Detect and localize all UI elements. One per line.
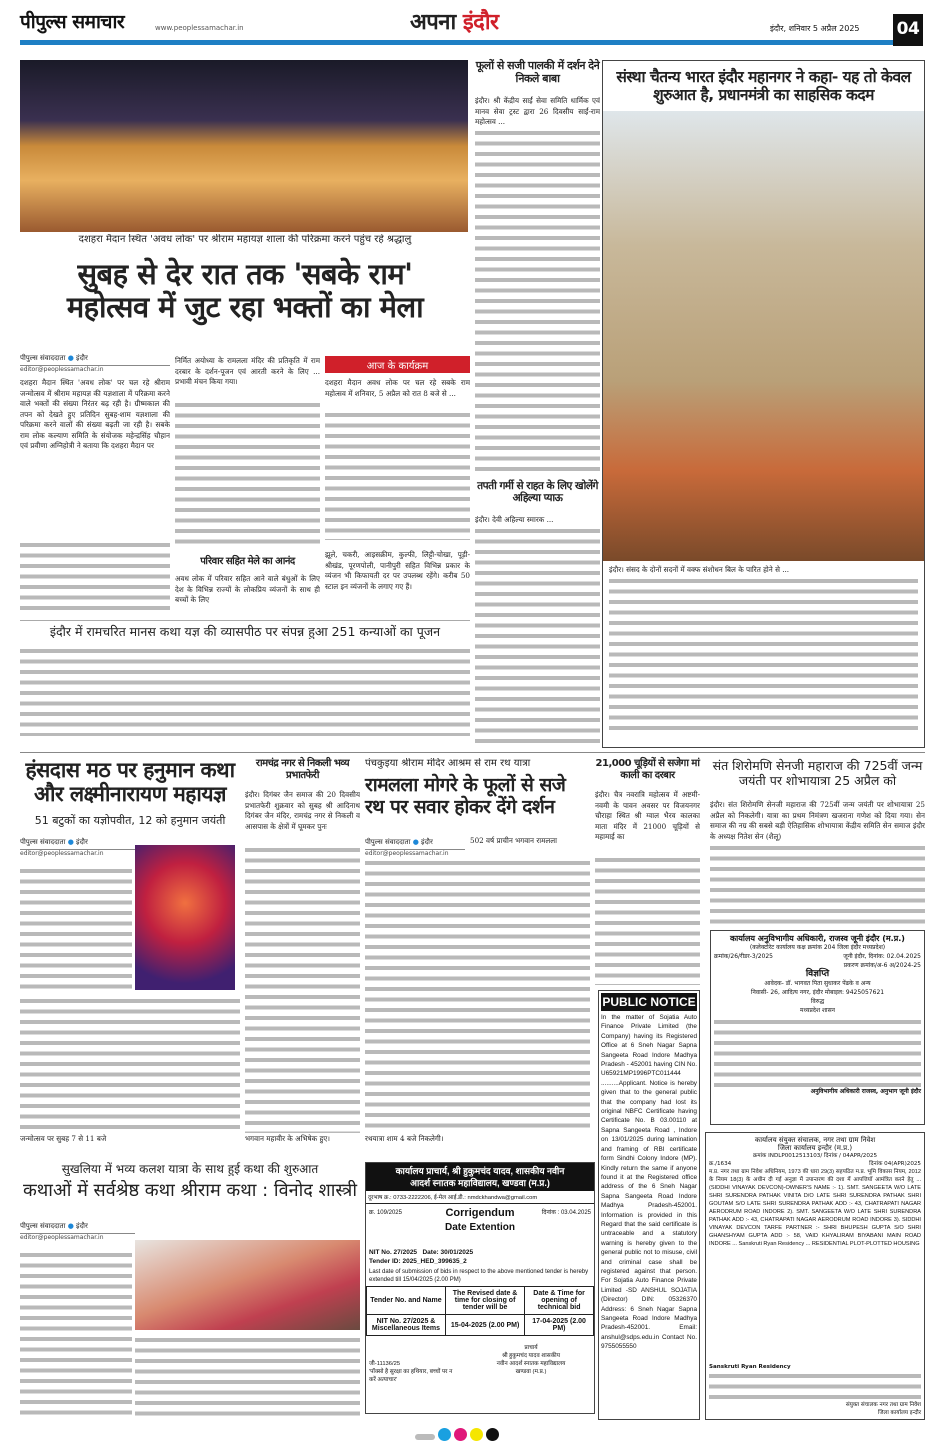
website: www.peoplessamachar.in xyxy=(155,24,244,32)
pyau-text: इंदौर। देवी अहिल्या स्मारक ... xyxy=(475,515,554,524)
sdm-sub: (कलेक्टोरेट कार्यालय कक्ष क्रमांक 204 जिला इंदौर मध्यप्रदेश) xyxy=(749,944,886,951)
sukhaliya-byline: पीपुल्स संवाददाता ● इंदौर editor@peoplessamachar.in xyxy=(20,1222,135,1241)
palki-text: इंदौर। श्री केंद्रीय साईं सेवा समिति धार्मिक एवं मानव सेवा ट्रस्ट द्वारा 26 दिवसीय साईं-राम महोत्सव ... xyxy=(475,96,600,126)
program-text-lines xyxy=(325,410,470,540)
registration-dot xyxy=(470,1428,483,1441)
tncp-ref-no: क्रमांक INDLP0012513103/ दिनांक / 04APR/2025 xyxy=(752,1153,878,1159)
tender-sign-line: प्राचार्य xyxy=(524,1345,538,1351)
masthead-rule xyxy=(20,40,893,45)
ramrath-headline-line2: रथ पर सवार होकर देंगे दर्शन xyxy=(365,795,555,818)
tncp-num: क्र./1634 xyxy=(709,1161,732,1167)
tender-id: Tender ID: 2025_HED_399635_2 xyxy=(369,1258,467,1265)
byline-city: इंदौर xyxy=(76,354,88,362)
lead-photo-caption: दशहरा मैदान स्थित 'अवध लोक' पर श्रीराम महायज्ञ शाला की परिक्रमा करने पहुंच रहे श्रद्धालु xyxy=(78,234,412,245)
ramrath-kicker: पंचकुइया श्रीराम मंदिर आश्रम से राम रथ यात्रा xyxy=(365,758,531,769)
sdm-versus: विरुद्ध xyxy=(810,998,825,1005)
registration-dot xyxy=(486,1428,499,1441)
sdm-signature: अनुविभागीय अधिकारी राजस्व, अनुभाग जूनी इंदौर xyxy=(810,1088,921,1095)
hansdas-byline: पीपुल्स संवाददाता ● इंदौर editor@peoplessamachar.in xyxy=(20,838,135,857)
ramrath-headline-line1: रामलला मोगरे के फूलों से सजे xyxy=(365,774,566,796)
section-title-part1: अपना xyxy=(410,10,463,35)
tender-header-cell: Date & Time for opening of technical bid xyxy=(525,1287,594,1315)
tender-header-cell: The Revised date & time for closing of tender will be xyxy=(445,1287,524,1315)
byline-email: editor@peoplessamachar.in xyxy=(20,1234,104,1241)
kanya-headline: इंदौर में रामचरित मानस कथा यज्ञ की व्यासपीठ पर संपन्न हुआ 251 कन्याओं का पूजन xyxy=(20,620,470,639)
tender-slogan: 'पॉक्सो है सुरक्षा का हथियार, बच्चों पर न करें अत्याचार' xyxy=(369,1369,453,1383)
ramrath-byline: पीपुल्स संवाददाता ● इंदौर editor@peoplessamachar.in xyxy=(365,838,465,857)
ramrath-text: 502 वर्ष प्राचीन भगवान रामलला xyxy=(470,836,558,845)
chaitanya-story xyxy=(602,60,925,748)
lead-col3-text2: झूले, चकरी, आइसक्रीम, कुल्फी, लिट्टी-चोखा, पूड़ी-श्रीखंड, पूरणपोली, पानीपुरी सहित विभिन्न प्रकार के व्यंजन भी किफायती दर पर उपलब्ध रहेंगे। करीब 50 स्टाल इन व्यंजनों के लगाए गए हैं। xyxy=(325,550,470,591)
chaitanya-photo xyxy=(603,111,924,561)
tender-office-line2: आदर्श स्नातक महाविद्यालय, खण्डवा (म.प्र.) xyxy=(410,1178,550,1188)
senji-text: इंदौर। संत शिरोमणि सेनजी महाराज की 725वीं जन्म जयंती पर शोभायात्रा 25 अप्रैल को निकलेगी। यात्रा का प्रथम निमंत्रण खजराना गणेश को दिया गया। सेन समाज की नग्र की सबसे बड़ी ऐतिहासिक शोभायात्रा केंद्रीय समिति सेन समाज इंदौर के अध्यक्ष नितेश सेन (शैलू) xyxy=(710,800,925,841)
byline-email: editor@peoplessamachar.in xyxy=(365,850,449,857)
tender-sign-line: श्री हुकुमचंद यादव शासकीय xyxy=(501,1353,561,1359)
sukhaliya-photo xyxy=(135,1240,360,1330)
registration-dot xyxy=(438,1428,451,1441)
tender-header-cell: Tender No. and Name xyxy=(367,1287,446,1315)
sukhaliya-text-lines xyxy=(20,1250,132,1420)
sukhaliya-kicker: सुखलिया में भव्य कलश यात्रा के साथ हुई कथा की शुरुआत xyxy=(61,1162,319,1176)
lead-col1-text: दशहरा मैदान स्थित 'अवध लोक' पर चल रहे श्रीराम जन्मोत्सव में श्रीराम महायज्ञ की यज्ञशाला में परिक्रमा करने वाले भक्तों की संख्या निरंतर बढ़ रही है। ग्रीष्मकाल की तपन को देखते हुए प्रतिदिन सुबह-शाम यज्ञशाला की परिक्रमा करने वालों की संख्या बढ़ती जा रही है। सबके राम लोक कल्याण समिति के संयोजक महेन्द्रसिंह चौहान एवं प्रवीणा अग्निहोत्री ने बताया कि दशहरा मैदान पर xyxy=(20,378,170,450)
byline-name: पीपुल्स संवाददाता xyxy=(20,838,66,846)
chaitanya-text-lines xyxy=(609,576,918,731)
lead-col2-text-lines xyxy=(175,400,320,550)
sukhaliya-headline: कथाओं में सर्वश्रेष्ठ कथा श्रीराम कथा : विनोद शास्त्री xyxy=(22,1180,358,1201)
lead-headline-line2: महोत्सव में जुट रहा भक्तों का मेला xyxy=(66,290,424,325)
byline-email: editor@peoplessamachar.in xyxy=(20,366,104,373)
byline-name: पीपुल्स संवाददाता xyxy=(20,1222,66,1230)
hansdas-footer-text: जन्मोत्सव पर सुबह 7 से 11 बजे xyxy=(20,1134,107,1143)
sdm-ref: क्रमांक/26/रीडर-3/2025 xyxy=(714,953,773,960)
sukhaliya-text-lines-2 xyxy=(135,1335,360,1420)
registration-marks xyxy=(415,1426,502,1445)
tender-nit: NIT No. 27/2025 Date: 30/01/2025 xyxy=(369,1249,474,1256)
senji-headline: संत शिरोमणि सेनजी महाराज की 725वीं जन्म जयंती पर शोभायात्रा 25 अप्रैल को xyxy=(712,758,923,788)
sdm-text-lines xyxy=(714,1017,921,1087)
tender-sign-line: नवीन आदर्श स्नातक महाविद्यालय xyxy=(496,1361,566,1367)
ramrath-text-lines xyxy=(365,858,590,1133)
lead-byline: पीपुल्स संवाददाता ● इंदौर editor@peoplessamachar.in xyxy=(20,354,170,373)
sdm-notice xyxy=(710,930,925,1125)
chudiyan-headline: 21,000 चूड़ियों से सजेगा मां काली का दरबार xyxy=(595,758,700,781)
chudiyan-text-lines xyxy=(595,855,700,985)
byline-email: editor@peoplessamachar.in xyxy=(20,850,104,857)
registration-dot xyxy=(454,1428,467,1441)
sdm-case: प्रकरण क्रमांक/अ-6 अ/2024-25 xyxy=(843,962,921,969)
registration-dot xyxy=(415,1434,435,1440)
ramrath-headline xyxy=(365,775,590,819)
senji-text-lines xyxy=(710,843,925,925)
tender-code: जी-11136/25 xyxy=(369,1361,401,1367)
hansdas-text-lines-2 xyxy=(20,996,240,1131)
tender-table xyxy=(366,1286,594,1336)
palki-headline: फूलों से सजी पालकी में दर्शन देने निकले बाबा xyxy=(475,59,600,85)
public-notice xyxy=(598,990,700,1420)
tender-title: Corrigendum xyxy=(445,1207,515,1219)
prabhatferi-text: इंदौर। दिगंबर जैन समाज की 20 दिवसीय प्रभातफेरी शुक्रवार को सुबह श्री आदिनाथ दिगंबर जैन मंदिर, रामचंद्र नगर से निकली व आसपास के क्षेत्रों में घूमकर पुनः xyxy=(245,790,360,831)
lead-subhead: परिवार सहित मेले का आनंद xyxy=(200,556,295,567)
tender-cell: NIT No. 27/2025 & Miscellaneous Items xyxy=(367,1315,446,1336)
tncp-notice xyxy=(705,1132,925,1420)
prabhatferi-headline: रामचंद्र नगर से निकली भव्य प्रभातफेरी xyxy=(255,758,350,781)
tender-sign-line: खण्डवा (म.प्र.) xyxy=(515,1369,547,1375)
hansdas-headline xyxy=(20,758,240,806)
pyau-headline: तपती गर्मी से राहत के लिए खोलेंगे अहिल्या प्याऊ xyxy=(477,480,598,505)
lead-col2-text: निर्मित अयोध्या के रामलला मंदिर की प्रतिकृति में राम दरबार के दर्शन-पूजन एवं आरती करने के लिए ... प्रभावी मंचन किया गया। xyxy=(175,356,320,386)
chaitanya-headline: संस्था चैतन्य भारत इंदौर महानगर ने कहा- यह तो केवल शुरुआत है, प्रधानमंत्री का साहसिक कदम xyxy=(616,68,911,104)
public-notice-text: In the matter of Sojatia Auto Finance Private Limited (the Company) having its Registered Office at 6 Sneh Nagar Sapna Sangeeta Road Indore Madhya Pradesh - 452001 having CIN No. U65921MP1996PTC011444 ..........Applicant. Notice is hereby given that to the general public that the company had lost its original NBFC Certificate having Certificate No. B 03.00110 at Sapna Sangeeta Road , Indore on 13/01/2025 during lamination and framing of RBI certificate form Sindhi Colony Indore (MP). Kindly return the same if anyone found it at the Registered office address of the 6 Sneh Nagar Sapna Sangeeta Road Indore Madhya Pradesh-452001. Information is provided in this Regard that the said certificate is untraceable and a statutory warning is hereby given to the general public not to misuse, civil and criminal case shall be registered against that person. For Sojatia Auto Finance Private Limited -SD ANSHUL SOJATIA (Director) DIN: 05326370 Address: 6 Sneh Nagar Sapna Sangeeta Road Indore Madhya Pradesh-452001. Email: anshul@sdps.edu.in Contact No. 9755055550 xyxy=(601,1014,697,1351)
kanya-text-lines xyxy=(20,646,470,736)
pyau-text-lines xyxy=(475,526,600,744)
row2-rule xyxy=(20,752,925,753)
sdm-applicant: आवेदक- डॉ. भागवत पिता सुधाकर पेंढके व अन्य xyxy=(764,980,871,987)
byline-name: पीपुल्स संवाददाता xyxy=(20,354,66,362)
byline-city: इंदौर xyxy=(421,838,433,846)
tncp-text: म.प्र. नगर तथा ग्राम निवेश अधिनियम, 1973 की धारा 29(3) सहपठित म.प्र. भूमि विकास नियम, 2012 के नियम 18(3) के अधीन दी गई अनुज्ञा में उपान्तरण की दशा में आपत्तियाँ आमंत्रित करने हेतु ... (SIDDHI VINAYAK DEVCON)-OWNER'S NAME :- 1). SMT. SANGEETA W/O LATE SHRI SURENDRA PATHAK VINITA D/O LATE SHRI SURENDRA PATHAK SHRI GOUTAM S/O LATE SHRI SURENDRA PATHAK ADD :- 43, CHATRAPATI NAGAR AERODRUM ROAD INDORE 2). SMT. SANGEETA W/O LATE SHRI SURENDRA PATHAK ADD :- 43, CHATRAPATI NAGAR AERODRUM ROAD INDORE 3). SIDDHI VINAYAK DEVCON TARFE PARTNER :- SHRI BHUPESH GUPTA S/O SHRI GHANSHYAM GUPTA ADD :- 58, VAID KHYALIRAM BIYABANI MAIN ROAD INDORE ... Sanskruti Ryan Residency ... RESIDENTIAL PLOT-PLOTTED HOUSING xyxy=(709,1169,921,1247)
tender-cell: 17-04-2025 (2.00 PM) xyxy=(525,1315,594,1336)
lead-col1-text-lines xyxy=(20,540,170,612)
tncp-signature: संयुक्त संचालक नगर तथा ग्राम निवेश जिला कार्यालय इन्दौर xyxy=(845,1402,921,1416)
tncp-office-line1: कार्यालय संयुक्त संचालक, नगर तथा ग्राम निवेश xyxy=(754,1136,876,1144)
page-number: 04 xyxy=(893,14,923,46)
tender-subtitle: Date Extention xyxy=(444,1222,515,1233)
sdm-office: कार्यालय अनुविभागीय अधिकारी, राजस्व जूनी इंदौर (म.प्र.) xyxy=(730,934,905,943)
hansdas-headline-line2: और लक्ष्मीनारायण महायज्ञ xyxy=(33,782,227,807)
chaitanya-text: इंदौर। संसद के दोनों सदनों में वक्फ संशोधन बिल के पारित होने से ... xyxy=(609,564,790,574)
sdm-respondent: मध्यप्रदेश शासन xyxy=(800,1007,835,1014)
lead-headline xyxy=(20,258,470,325)
dateline: इंदौर, शनिवार 5 अप्रैल 2025 xyxy=(770,24,860,33)
tender-date: दिनांक : 03.04.2025 xyxy=(541,1210,591,1216)
hansdas-deity-photo xyxy=(135,845,235,990)
tender-contact: दूरभाष क्र.: 0733-2222206, ई-मेल आई.डी.: nmdckhandwa@gmail.com xyxy=(366,1191,594,1204)
lead-photo xyxy=(20,60,468,232)
palki-text-lines xyxy=(475,128,600,473)
sdm-title: विज्ञप्ति xyxy=(805,969,830,979)
newspaper-logo: पीपुल्स समाचार xyxy=(20,11,125,33)
hansdas-headline-line1: हंसदास मठ पर हनुमान कथा xyxy=(25,758,235,782)
lead-headline-line1: सुबह से देर रात तक 'सबके राम' xyxy=(77,257,413,291)
sdm-date: जूनी इंदौर, दिनांक: 02.04.2025 xyxy=(843,953,921,960)
hansdas-text-lines xyxy=(20,866,132,994)
chudiyan-text: इंदौर। चैत्र नवरात्रि महोत्सव में अष्टमी-नवमी के पावन अवसर पर विजयनगर चौराहा स्थित श्री ग्वाल भैरव कालका माता मंदिर में 21000 चूड़ियों से महामाई का xyxy=(595,790,700,841)
masthead xyxy=(0,0,945,45)
tncp-project: Sanskruti Ryan Residency xyxy=(709,1364,791,1370)
tncp-office-line2: जिला कार्यालय इन्दौर (म.प्र.) xyxy=(777,1144,853,1152)
lead-col2-text2: अवध लोक में परिवार सहित आने वाले बंधुओं के लिए देश के विभिन्न राज्यों के लोकप्रिय व्यंजनों के साथ ही बच्चों के लिए xyxy=(175,574,320,604)
prabhatferi-footer-text: भगवान महावीर के अभिषेक हुए। xyxy=(245,1134,330,1143)
tender-ref: क्र. 109/2025 xyxy=(369,1210,402,1216)
section-title xyxy=(410,10,499,35)
sdm-address: निवासी- 26, आदित्य नगर, इंदौर मोबाइल: 9425057621 xyxy=(750,989,885,996)
prabhatferi-text-lines xyxy=(245,845,360,1133)
byline-name: पीपुल्स संवाददाता xyxy=(365,838,411,846)
ramrath-footer-text: रथयात्रा शाम 4 बजे निकलेगी। xyxy=(365,1134,444,1143)
tncp-date: दिनांक 04(APR)2025 xyxy=(869,1161,921,1167)
public-notice-title: PUBLIC NOTICE xyxy=(602,995,696,1009)
tender-cell: 15-04-2025 (2.00 PM) xyxy=(445,1315,524,1336)
program-label: आज के कार्यक्रम xyxy=(325,356,470,373)
tender-body: Last date of submission of bids in respect to the above mentioned tender is hereby extended till 15/04/2025 (2.00 PM) xyxy=(369,1269,589,1283)
section-title-part2: इंदौर xyxy=(462,10,499,35)
byline-city: इंदौर xyxy=(76,838,88,846)
program-text: दशहरा मैदान अवध लोक पर चल रहे सबके राम महोत्सव में शनिवार, 5 अप्रैल को रात 8 बजे से ... xyxy=(325,378,470,398)
byline-city: इंदौर xyxy=(76,1222,88,1230)
tender-office-line1: कार्यालय प्राचार्य, श्री हुकुमचंद यादव, शासकीय नवीन xyxy=(395,1166,565,1176)
tncp-text-lines xyxy=(709,1371,921,1401)
hansdas-subhead: 51 बटुकों का यज्ञोपवीत, 12 को हनुमान जयंती xyxy=(34,814,226,827)
tender-corrigendum xyxy=(365,1162,595,1414)
